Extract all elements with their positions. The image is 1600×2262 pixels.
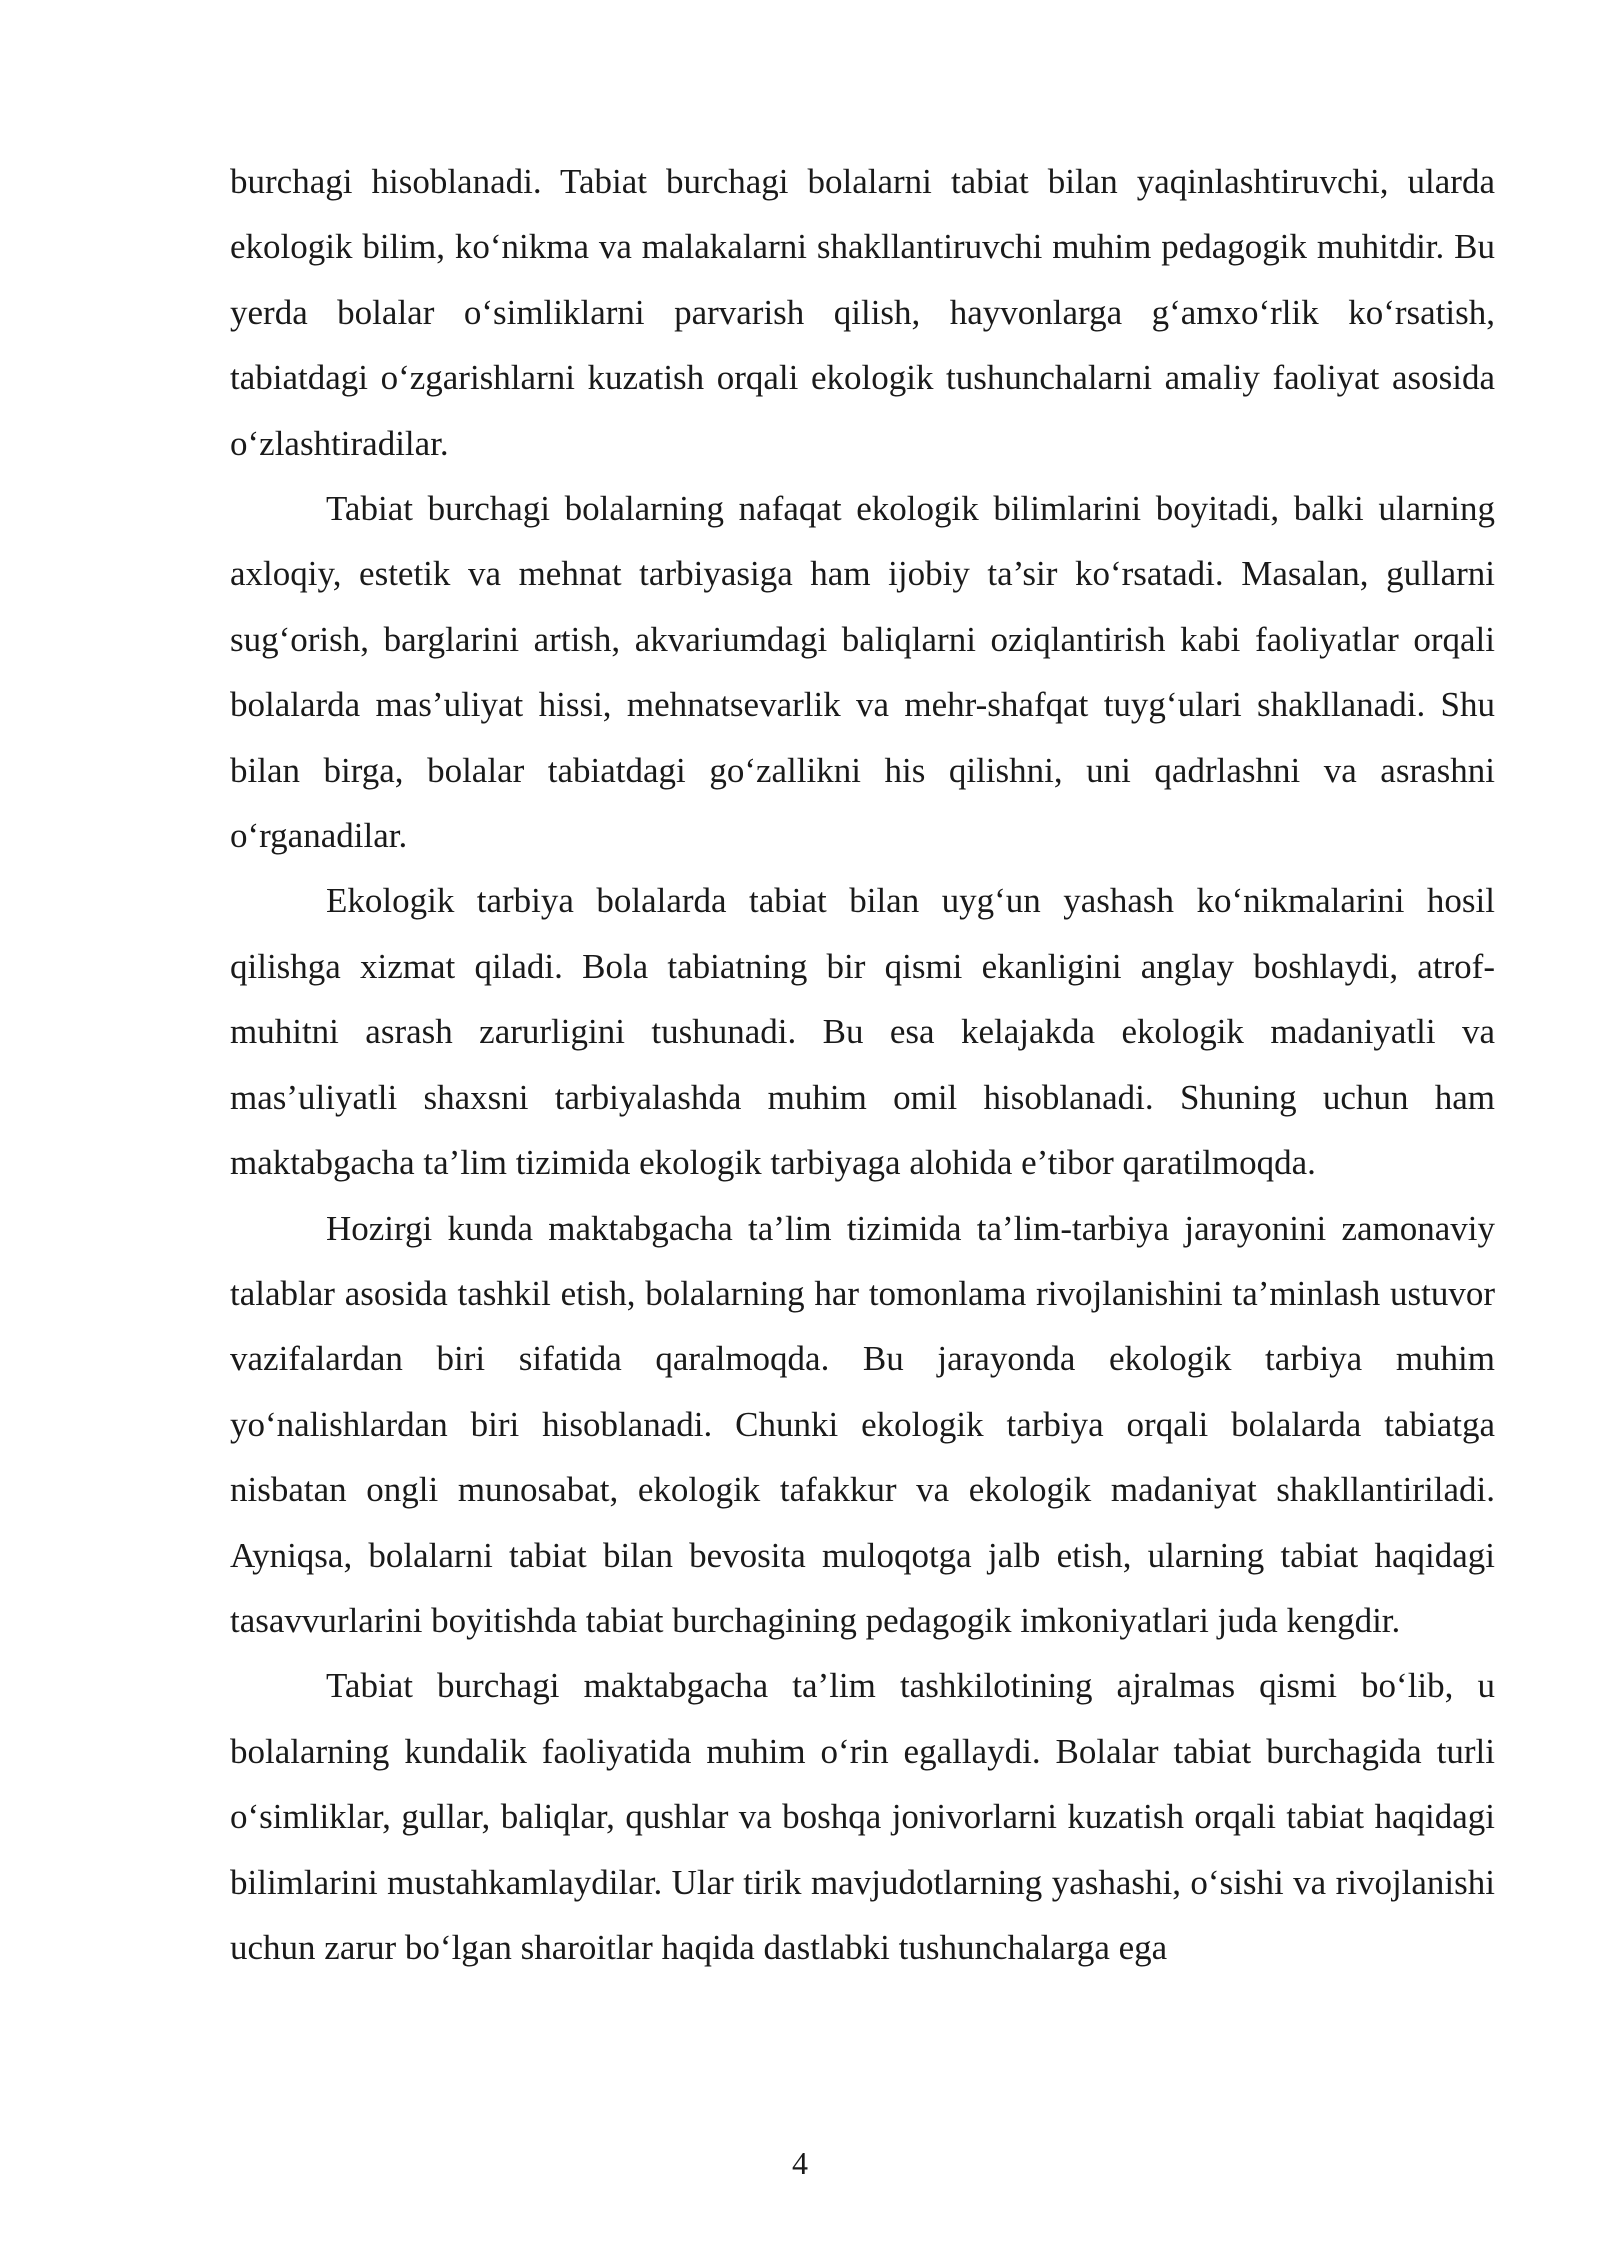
paragraph: Tabiat burchagi bolalarning nafaqat ekologik bilimlarini boyitadi, balki ularning axloqiy, estetik va mehnat tarbiyasiga ham ijobiy ta’sir ko‘rsatadi. Masalan, gullarni sug‘orish, barglarini artish, akvariumdagi baliqlarni oziqlantirish kabi faoliyatlar orqali bolalarda mas’uliyat hissi, mehnatsevarlik va mehr-shafqat tuyg‘ulari shakllanadi. Shu bilan birga, bolalar tabiatdagi go‘zallikni his qilishni, uni qadrlashni va asrashni o‘rganadilar. [230, 489, 1495, 856]
page-number: 4 [792, 2145, 808, 2181]
paragraph: Tabiat burchagi maktabgacha ta’lim tashkilotining ajralmas qismi bo‘lib, u bolalarning kundalik faoliyatida muhim o‘rin egallaydi. Bolalar tabiat burchagida turli o‘simliklar, gullar, baliqlar, qushlar va boshqa jonivorlarni kuzatish orqali tabiat haqidagi bilimlarini mustahkamlaydilar. Ular tirik mavjudotlarning yashashi, o‘sishi va rivojlanishi uchun zarur bo‘lgan sharoitlar haqida dastlabki tushunchalarga ega [230, 1666, 1495, 1967]
paragraph-continued: burchagi hisoblanadi. Tabiat burchagi bolalarni tabiat bilan yaqinlashtiruvchi, ularda ekologik bilim, ko‘nikma va malakalarni shakllantiruvchi muhim pedagogik muhitdir. Bu yerda bolalar o‘simliklarni parvarish qilish, hayvonlarga g‘amxo‘rlik ko‘rsatish, tabiatdagi o‘zgarishlarni kuzatish orqali ekologik tushunchalarni amaliy faoliyat asosida o‘zlashtiradilar. [230, 162, 1495, 463]
paragraph: Hozirgi kunda maktabgacha ta’lim tizimida ta’lim-tarbiya jarayonini zamonaviy talablar asosida tashkil etish, bolalarning har tomonlama rivojlanishini ta’minlash ustuvor vazifalardan biri sifatida qaralmoqda. Bu jarayonda ekologik tarbiya muhim yo‘nalishlardan biri hisoblanadi. Chunki ekologik tarbiya orqali bolalarda tabiatga nisbatan ongli munosabat, ekologik tafakkur va ekologik madaniyat shakllantiriladi. Ayniqsa, bolalarni tabiat bilan bevosita muloqotga jalb etish, ularning tabiat haqidagi tasavvurlarini boyitishda tabiat burchagining pedagogik imkoniyatlari juda kengdir. [230, 1208, 1495, 1640]
paragraph: Ekologik tarbiya bolalarda tabiat bilan uyg‘un yashash ko‘nikmalarini hosil qilishga xizmat qiladi. Bola tabiatning bir qismi ekanligini anglay boshlaydi, atrof-muhitni asrash zarurligini tushunadi. Bu esa kelajakda ekologik madaniyatli va mas’uliyatli shaxsni tarbiyalashda muhim omil hisoblanadi. Shuning uchun ham maktabgacha ta’lim tizimida ekologik tarbiyaga alohida e’tibor qaratilmoqda. [230, 881, 1495, 1183]
body-text [230, 149, 1495, 1980]
